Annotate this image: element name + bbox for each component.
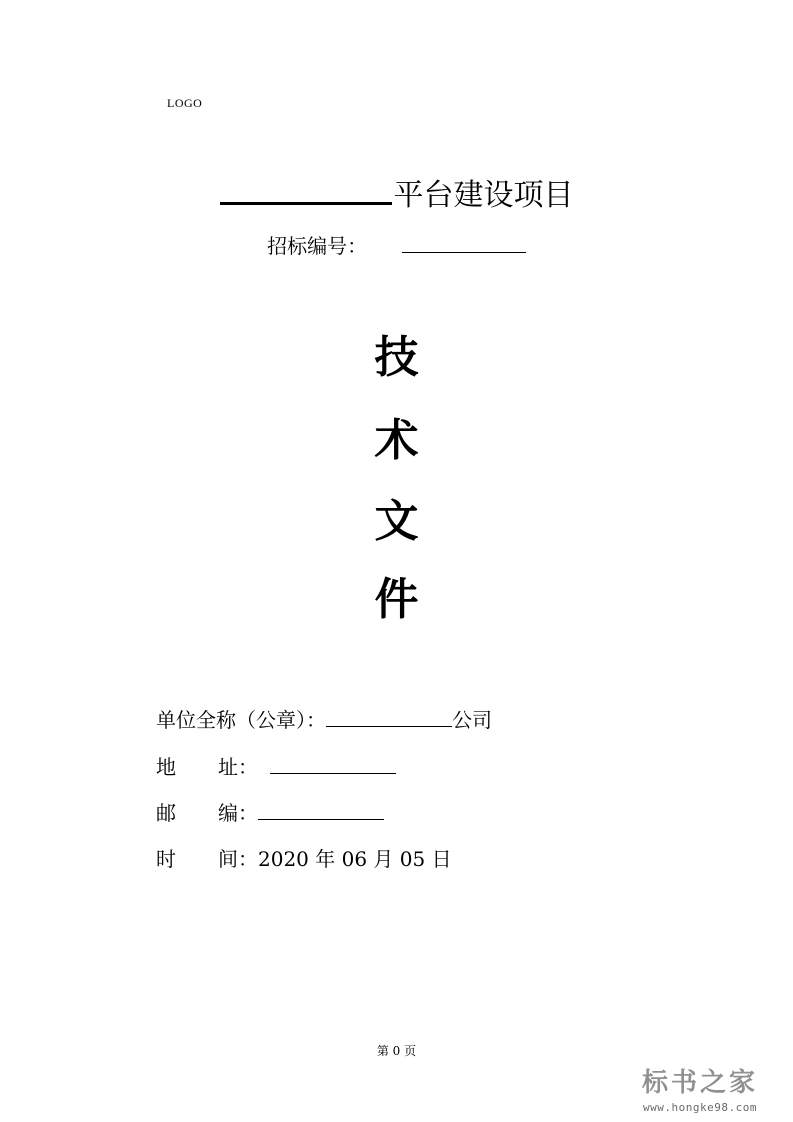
time-field	[156, 849, 452, 869]
company-label: 单位全称（公章）：	[156, 708, 326, 732]
address-label-1: 地	[156, 755, 176, 779]
time-value: 2020 年 06 月 05 日	[258, 847, 452, 871]
title-char-1: 技	[374, 332, 419, 383]
title-char-4: 件	[374, 574, 419, 625]
tender-number-label: 招标编号：	[267, 234, 368, 258]
address-label-2: 址：	[218, 755, 258, 779]
watermark-url: www.hongke98.com	[643, 1101, 757, 1114]
postcode-blank[interactable]	[258, 803, 384, 820]
title-char-3: 文	[374, 496, 419, 547]
address-blank[interactable]	[270, 757, 396, 774]
company-field	[156, 710, 492, 730]
address-field	[156, 757, 396, 777]
postcode-label-2: 编：	[218, 801, 258, 825]
postcode-field	[156, 803, 384, 823]
watermark	[625, 1062, 775, 1114]
tender-number-line	[0, 230, 793, 259]
watermark-name: 标书之家	[641, 1068, 758, 1098]
page-number: 第 0 页	[376, 1044, 417, 1058]
time-label-1: 时	[156, 847, 176, 871]
logo-text: LOGO	[167, 96, 203, 110]
project-title	[0, 170, 793, 214]
project-title-suffix: 平台建设项目	[393, 178, 574, 213]
tender-number-blank[interactable]	[402, 234, 526, 253]
company-blank[interactable]	[326, 710, 452, 727]
time-label-2: 间：	[218, 847, 258, 871]
project-name-blank[interactable]	[220, 172, 392, 205]
company-suffix: 公司	[452, 708, 492, 732]
postcode-label-1: 邮	[156, 801, 176, 825]
title-char-2: 术	[374, 415, 419, 466]
